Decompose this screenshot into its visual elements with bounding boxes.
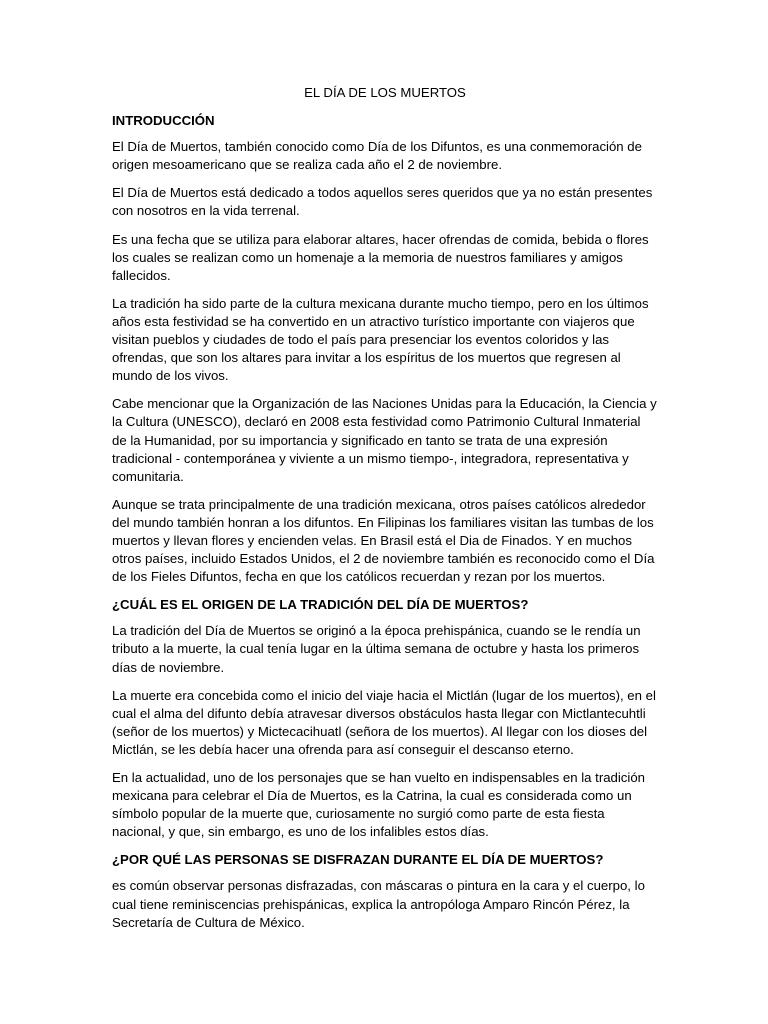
paragraph: Cabe mencionar que la Organización de las Naciones Unidas para la Educación, la Ciencia y la Cultura (UNESCO), declaró en 2008 esta festividad como Patrimonio Cultural Inmaterial de la Humanidad, por su importancia y significado en tanto se trata de una expresión tradicional - contemporánea y viviente a un mismo tiempo-, integradora, representativa y comunitaria. bbox=[112, 396, 657, 484]
paragraph: El Día de Muertos, también conocido como Día de los Difuntos, es una conmemoración de origen mesoamericano que se realiza cada año el 2 de noviembre. bbox=[112, 139, 642, 173]
paragraph: Es una fecha que se utiliza para elaborar altares, hacer ofrendas de comida, bebida o flores los cuales se realizan como un homenaje a la memoria de nuestros familiares y amigos fallecidos. bbox=[112, 231, 649, 283]
paragraph: La tradición del Día de Muertos se originó a la época prehispánica, cuando se le rendía un tributo a la muerte, la cual tenía lugar en la última semana de octubre y hasta los primeros días de noviembre. bbox=[112, 623, 641, 675]
paragraph: La muerte era concebida como el inicio del viaje hacia el Mictlán (lugar de los muertos), en el cual el alma del difunto debía atravesar diversos obstáculos hasta llegar con Mictlantecuhtli (señor de los muertos) y Mictecacihuatl (señora de los muertos). Al llegar con los dioses del Mictlán, se les debía hacer una ofrenda para así conseguir el descanso eterno. bbox=[112, 687, 656, 757]
paragraph: La tradición ha sido parte de la cultura mexicana durante mucho tiempo, pero en los últimos años esta festividad se ha convertido en un atractivo turístico importante con viajeros que visitan pueblos y ciudades de todo el país para presenciar los eventos coloridos y las ofrendas, que son los altares para invitar a los espíritus de los muertos que regresen al mundo de los vivos. bbox=[112, 295, 649, 384]
document-title: EL DÍA DE LOS MUERTOS bbox=[304, 85, 466, 100]
paragraph: En la actualidad, uno de los personajes que se han vuelto en indispensables en la tradición mexicana para celebrar el Día de Muertos, es la Catrina, la cual es considerada como un símbolo popular de la muerte que, curiosamente no surgió como parte de esta fiesta nacional, y que, sin embargo, es uno de los infalibles estos días. bbox=[112, 770, 645, 840]
section-heading-introduccion: INTRODUCCIÓN bbox=[112, 113, 215, 129]
paragraph: es común observar personas disfrazadas, con máscaras o pintura en la cara y el cuerpo, lo cual tiene reminiscencias prehispánicas, explica la antropóloga Amparo Rincón Pérez, la Secretaría de Cultura de México. bbox=[112, 878, 645, 930]
paragraph: Aunque se trata principalmente de una tradición mexicana, otros países católicos alrededor del mundo también honran a los difuntos. En Filipinas los familiares visitan las tumbas de los muertos y llevan flores y encienden velas. En Brasil está el Dia de Finados. Y en muchos otros países, incluido Estados Unidos, el 2 de noviembre también es reconocido como el Día de los Fieles Difuntos, fecha en que los católicos recuerdan y rezan por los muertos. bbox=[112, 496, 655, 585]
paragraph: El Día de Muertos está dedicado a todos aquellos seres queridos que ya no están presentes con nosotros en la vida terrenal. bbox=[112, 185, 653, 219]
section-heading-disfraces: ¿POR QUÉ LAS PERSONAS SE DISFRAZAN DURANTE EL DÍA DE MUERTOS? bbox=[112, 852, 604, 868]
section-heading-origen: ¿CUÁL ES EL ORIGEN DE LA TRADICIÓN DEL DÍA DE MUERTOS? bbox=[112, 597, 529, 613]
document-page bbox=[112, 84, 658, 942]
